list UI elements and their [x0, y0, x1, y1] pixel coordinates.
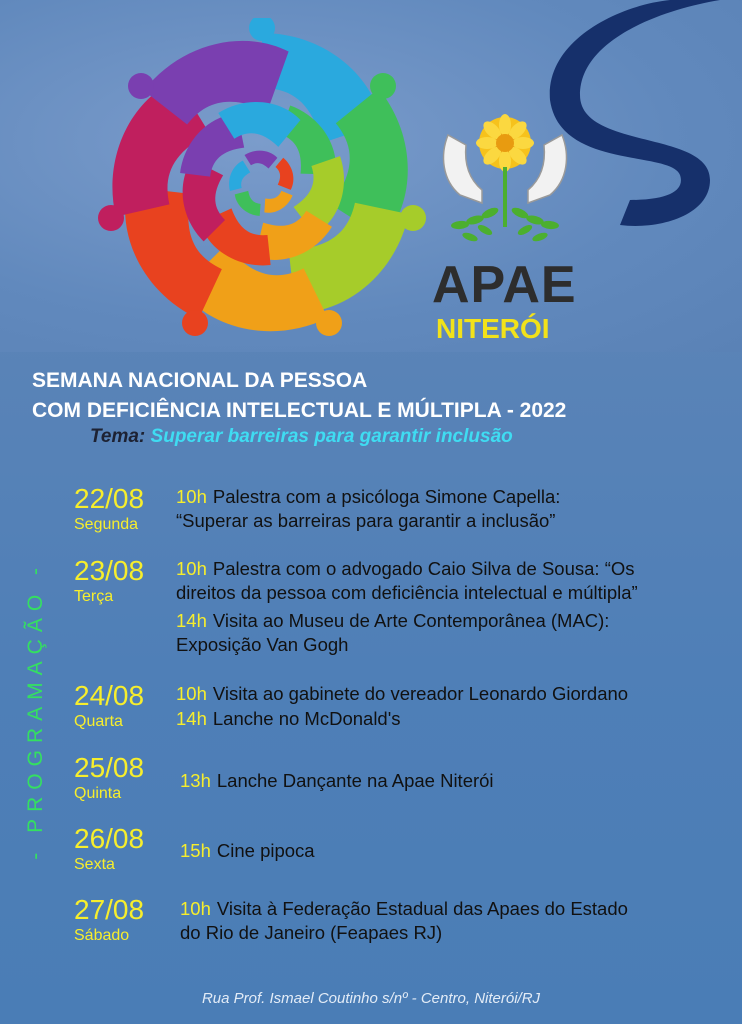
day-weekday: Sábado — [74, 927, 130, 944]
event-time: 10h — [180, 898, 211, 919]
event-item — [176, 557, 638, 605]
event-time: 10h — [176, 486, 207, 507]
event-text: Palestra com o advogado Caio Silva de Sousa: “Os — [212, 558, 635, 579]
header-graphics — [0, 0, 742, 352]
event-item — [180, 769, 494, 793]
day-date: 24/08 — [74, 680, 145, 711]
event-text: Visita ao Museu de Arte Contemporânea (MAC): — [212, 610, 610, 631]
event-item — [176, 609, 609, 657]
event-text: Visita à Federação Estadual das Apaes do Estado — [216, 898, 628, 919]
event-text-continued: “Superar as barreiras para garantir a inclusão” — [176, 510, 556, 531]
day-block — [74, 824, 144, 876]
day-date: 26/08 — [74, 823, 145, 854]
day-block — [74, 681, 144, 733]
event-time: 10h — [176, 558, 207, 579]
event-text: Lanche no McDonald's — [212, 708, 401, 729]
day-weekday: Quinta — [74, 785, 122, 802]
event-text-continued: Exposição Van Gogh — [176, 634, 349, 655]
day-block — [74, 556, 144, 608]
event-item — [176, 707, 401, 731]
event-text: Palestra com a psicóloga Simone Capella: — [212, 486, 561, 507]
day-block — [74, 484, 144, 536]
address-footer: Rua Prof. Ismael Coutinho s/nº - Centro, Niterói/RJ — [201, 990, 541, 1007]
day-weekday: Segunda — [74, 516, 139, 533]
event-time: 14h — [176, 708, 207, 729]
day-date: 22/08 — [74, 483, 145, 514]
day-block — [74, 753, 144, 805]
day-date: 23/08 — [74, 555, 145, 586]
event-time: 14h — [176, 610, 207, 631]
title-line-2: COM DEFICIÊNCIA INTELECTUAL E MÚLTIPLA - 2022 — [32, 399, 567, 422]
day-weekday: Sexta — [74, 856, 115, 873]
people-circle-logo — [82, 18, 442, 348]
day-date: 25/08 — [74, 752, 145, 783]
vertical-text: - PROGRAMAÇÃO - — [24, 560, 47, 860]
event-item — [176, 485, 560, 533]
event-item — [180, 897, 628, 945]
day-weekday: Terça — [74, 588, 114, 605]
apae-flower-hands-icon — [430, 105, 580, 255]
title-line-1: SEMANA NACIONAL DA PESSOA — [32, 369, 368, 392]
event-item — [176, 682, 628, 706]
day-block — [74, 895, 144, 947]
niteroi-logo-text: NITERÓI — [436, 313, 550, 344]
event-text: Visita ao gabinete do vereador Leonardo Giordano — [212, 683, 629, 704]
day-weekday: Quarta — [74, 713, 123, 730]
event-text: Cine pipoca — [216, 840, 315, 861]
event-text: Lanche Dançante na Apae Niterói — [216, 770, 494, 791]
event-item — [180, 839, 315, 863]
apae-logo-text: APAE — [432, 256, 577, 314]
event-text-continued: do Rio de Janeiro (Feapaes RJ) — [180, 922, 443, 943]
event-time: 15h — [180, 840, 211, 861]
event-title — [32, 366, 566, 426]
theme-value: Superar barreiras para garantir inclusão — [150, 426, 513, 447]
event-text-continued: direitos da pessoa com deficiência intelectual e múltipla” — [176, 582, 638, 603]
programacao-vertical-label — [24, 495, 48, 925]
theme-label: Tema: — [90, 426, 146, 447]
day-date: 27/08 — [74, 894, 145, 925]
event-time: 13h — [180, 770, 211, 791]
theme-line — [90, 426, 513, 448]
event-time: 10h — [176, 683, 207, 704]
